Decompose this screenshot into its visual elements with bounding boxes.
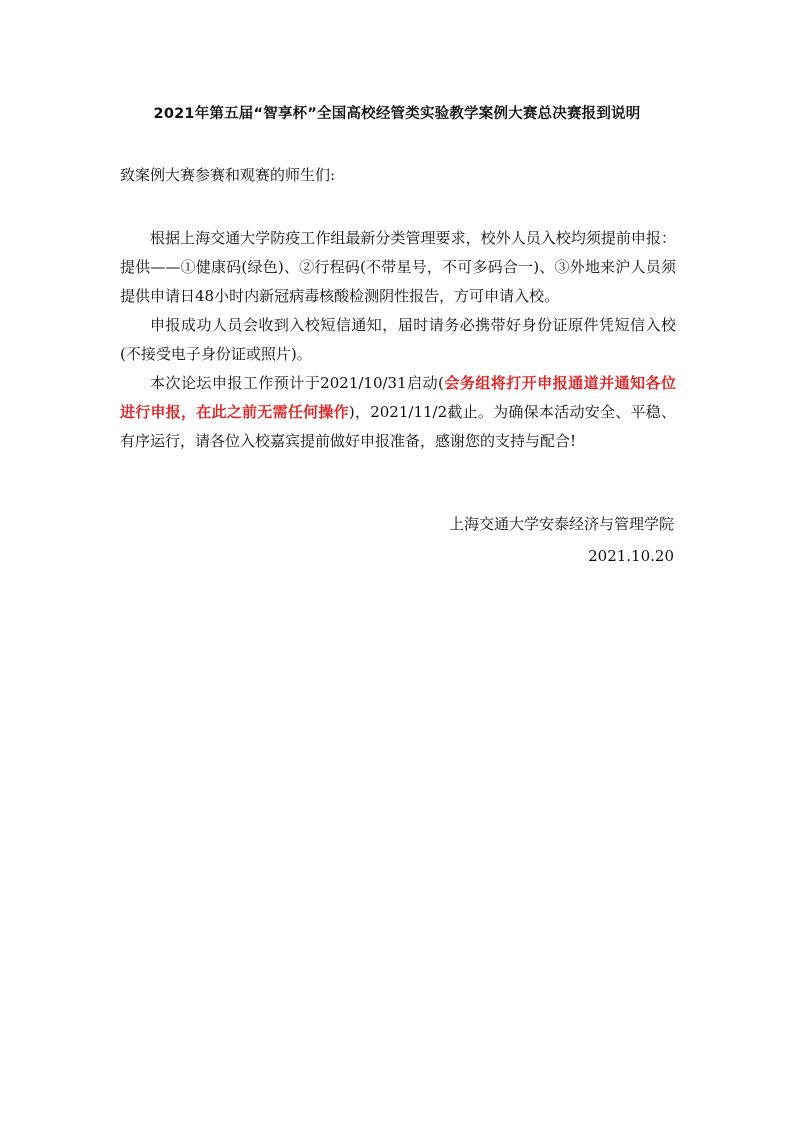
signature-block bbox=[449, 508, 674, 572]
timeline-text-end: )，2021/11/2截止。为确保本活动安全、平稳、有序运行，请各位入校嘉宾提前做好申报准备，感谢您的支持与配合! bbox=[120, 403, 676, 450]
highlighted-notice: 会务组将打开申报通道并通知各位进行申报，在此之前无需任何操作 bbox=[120, 374, 676, 421]
document-body bbox=[120, 224, 676, 456]
greeting: 致案例大赛参赛和观赛的师生们: bbox=[120, 166, 336, 184]
signature-organization: 上海交通大学安泰经济与管理学院 bbox=[448, 515, 674, 533]
signature-date: 2021.10.20 bbox=[588, 547, 674, 565]
paragraph-registration-timeline bbox=[120, 369, 676, 456]
timeline-text-start: 本次论坛申报工作预计于2021/10/31启动( bbox=[150, 374, 444, 392]
document-title: 2021年第五届“智享杯”全国高校经管类实验教学案例大赛总决赛报到说明 bbox=[153, 106, 641, 122]
paragraph-sms-notice: 申报成功人员会收到入校短信通知，届时请务必携带好身份证原件凭短信入校(不接受电子身份证或照片)。 bbox=[120, 316, 676, 363]
paragraph-registration-requirements: 根据上海交通大学防疫工作组最新分类管理要求，校外人员入校均须提前申报：提供——①健康码(绿色)、②行程码(不带星号，不可多码合一)、③外地来沪人员须提供申请日48小时内新冠病毒核酸检测阴性报告，方可申请入校。 bbox=[120, 229, 676, 305]
